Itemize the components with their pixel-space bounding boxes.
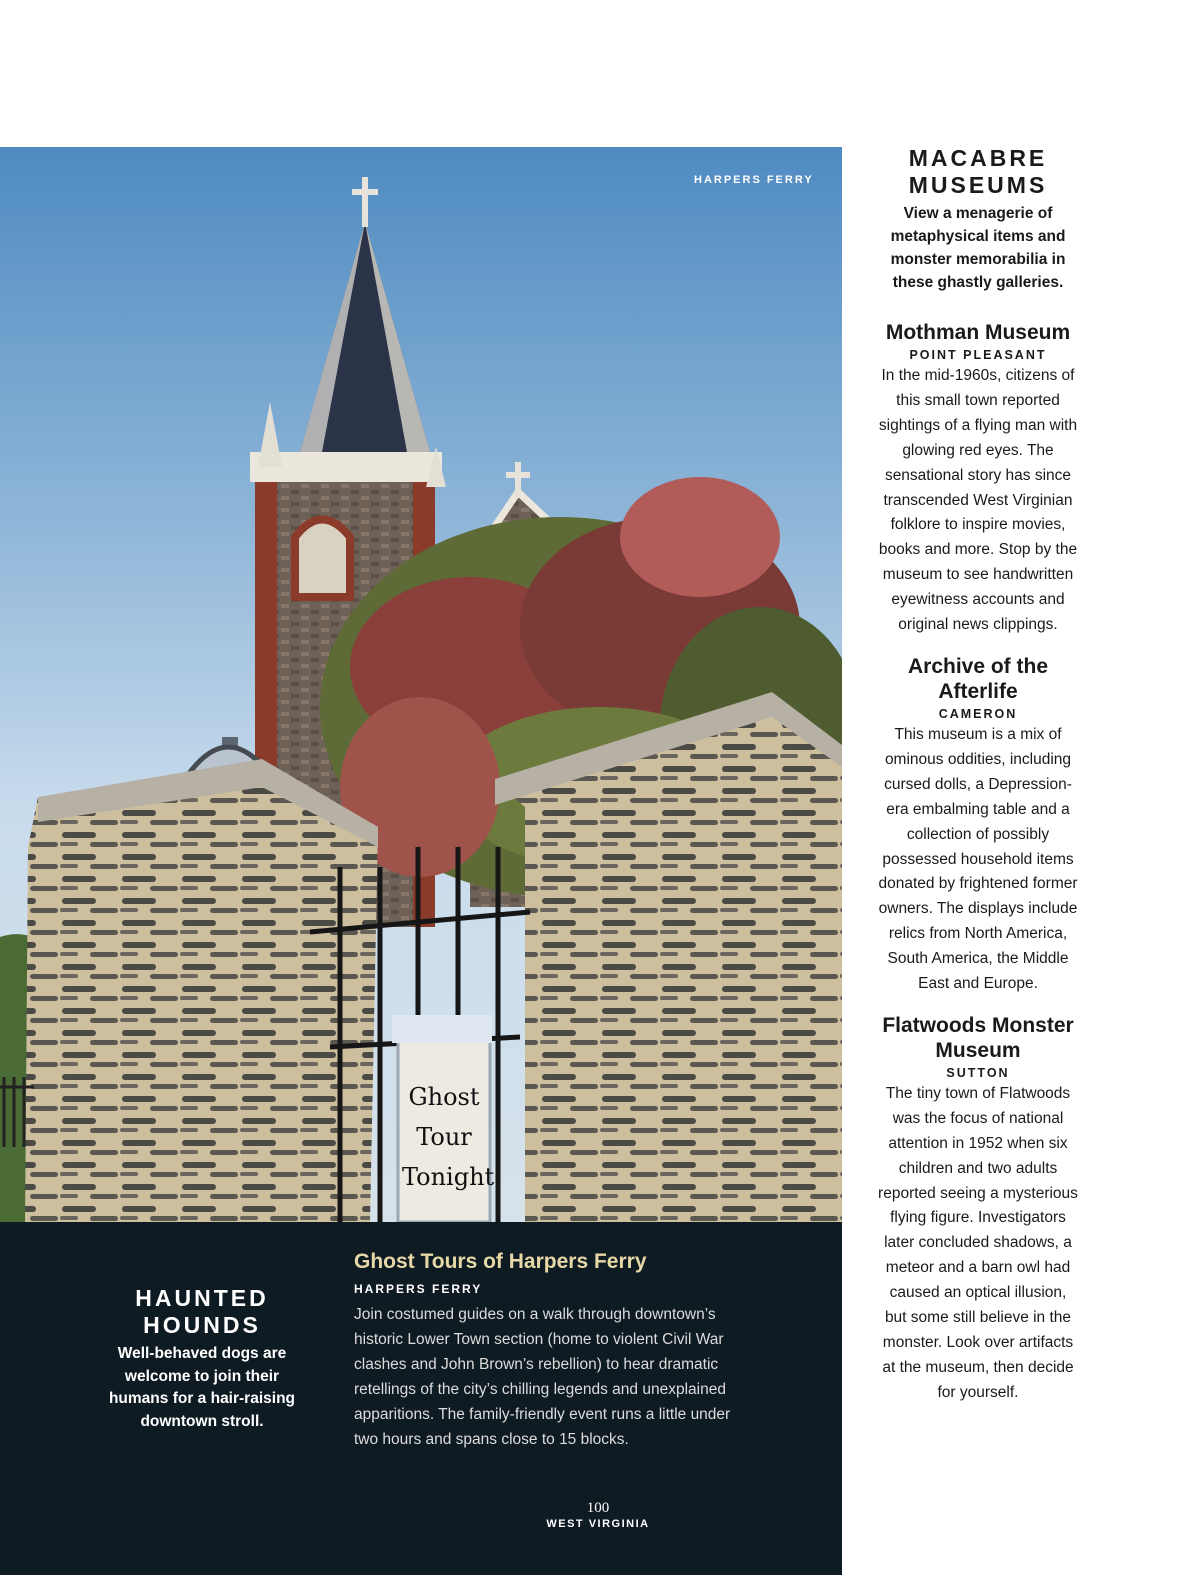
folio bbox=[520, 1500, 676, 1530]
entry-location: CAMERON bbox=[938, 706, 1018, 721]
right-pillar bbox=[495, 692, 842, 1222]
section-label: WEST VIRGINIA bbox=[546, 1518, 650, 1530]
entry-name: Archive of the Afterlife bbox=[907, 654, 1049, 703]
sidebar-title: MACABRE MUSEUMS bbox=[908, 145, 1048, 198]
photo-credit: HARPERS FERRY bbox=[694, 174, 814, 186]
entry-location: POINT PLEASANT bbox=[909, 348, 1047, 362]
haunted-hounds-text: Well-behaved dogs are welcome to join their humans for a hair-raising downtown stroll. bbox=[108, 1345, 296, 1430]
entry-mothman bbox=[874, 320, 1082, 638]
sidebar-intro: View a menagerie of metaphysical items and monster memorabilia in these ghastly galleries. bbox=[890, 205, 1066, 291]
left-pillar bbox=[25, 759, 378, 1222]
entry-name: Mothman Museum bbox=[885, 321, 1071, 344]
ghost-tours-title: Ghost Tours of Harpers Ferry bbox=[354, 1250, 647, 1273]
entry-archive-of-the-afterlife bbox=[874, 654, 1082, 997]
entry-text: This museum is a mix of ominous oddities, including cursed dolls, a Depression-era embalming table and a collection of possibly possessed household items donated by frightened former owners. The displays include relics from North America, South America, the Middle East and Europe. bbox=[878, 725, 1078, 993]
entry-text: The tiny town of Flatwoods was the focus of national attention in 1952 when six children and two adults reported seeing a mysterious flying figure. Investigators later concluded shadows, a meteor and a barn owl had caused an optical illusion, but some still believe in the monster. Look over artifacts at the museum, then decide for yourself. bbox=[878, 1084, 1078, 1401]
ghost-tours-location: HARPERS FERRY bbox=[354, 1282, 483, 1296]
church-photo bbox=[0, 147, 842, 1222]
sign-lettering: Ghost Tour Tonight bbox=[402, 1083, 495, 1191]
haunted-hounds bbox=[102, 1285, 302, 1433]
sidebar bbox=[874, 145, 1082, 1406]
page-number: 100 bbox=[586, 1500, 610, 1516]
entry-text: In the mid-1960s, citizens of this small town reported sightings of a flying man with glowing red eyes. The sensational story has since transcended West Virginian folklore to inspire movies, books and more. Stop by the museum to see handwritten eyewitness accounts and original news clippings. bbox=[878, 367, 1078, 634]
ghost-tours bbox=[354, 1250, 744, 1452]
haunted-hounds-title: HAUNTED HOUNDS bbox=[135, 1285, 269, 1338]
entry-location: SUTTON bbox=[946, 1065, 1010, 1080]
ghost-tours-text: Join costumed guides on a walk through downtown’s historic Lower Town section (home to violent Civil War clashes and John Brown’s rebellion) to hear dramatic retellings of the city’s chilling legends and unexplained apparitions. The family-friendly event runs a little under two hours and spans close to 15 blocks. bbox=[354, 1306, 731, 1448]
entry-name: Flatwoods Monster Museum bbox=[882, 1013, 1074, 1062]
entry-flatwoods bbox=[874, 1013, 1082, 1406]
